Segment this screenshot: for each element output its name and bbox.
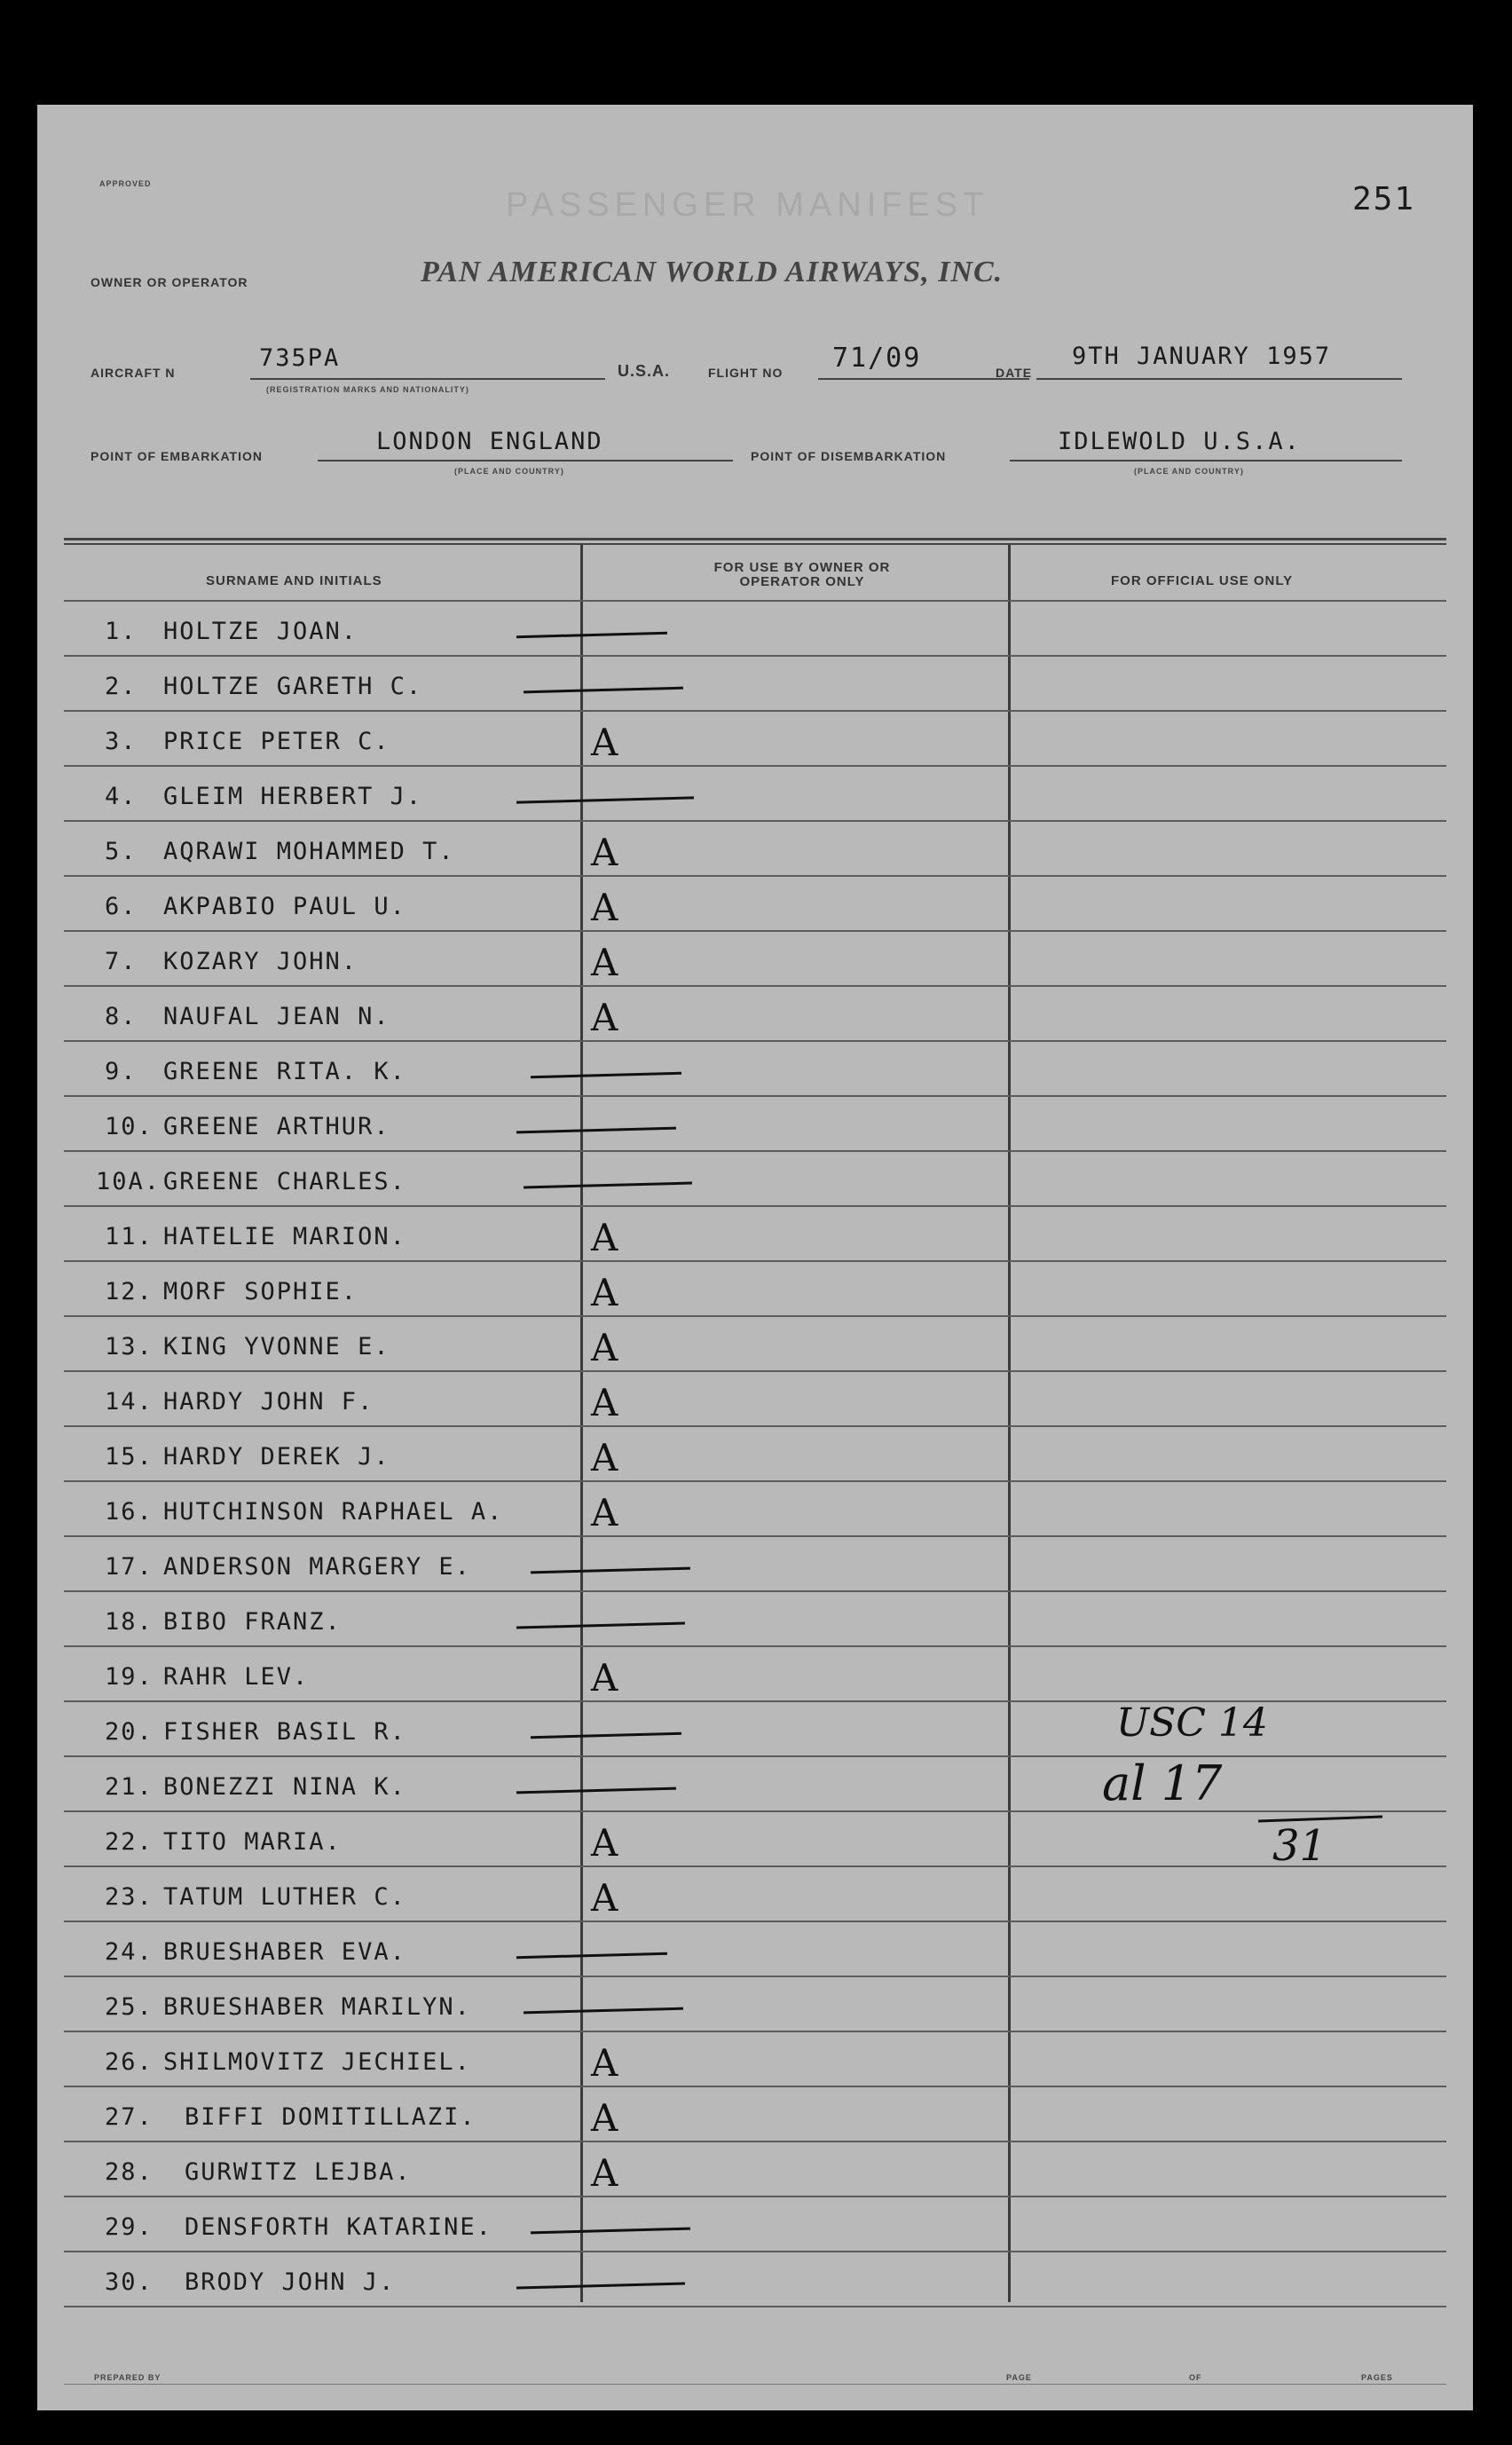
passenger-name: HOLTZE JOAN. bbox=[163, 618, 358, 645]
row-rule bbox=[64, 1040, 1446, 1042]
passenger-number: 1. bbox=[105, 618, 138, 645]
passenger-number: 13. bbox=[105, 1333, 154, 1361]
owner-dash-mark bbox=[516, 2283, 685, 2290]
owner-dash-mark bbox=[516, 1952, 667, 1959]
passenger-name: HUTCHINSON RAPHAEL A. bbox=[163, 1498, 504, 1526]
column-divider-2 bbox=[1008, 545, 1011, 2302]
passenger-name: BRUESHABER MARILYN. bbox=[163, 1993, 471, 2021]
passenger-number: 25. bbox=[105, 1993, 154, 2021]
row-rule bbox=[64, 1535, 1446, 1537]
owner-mark: A bbox=[591, 2151, 618, 2195]
passenger-number: 27. bbox=[105, 2103, 154, 2131]
owner-dash-mark bbox=[531, 1072, 681, 1078]
owner-use-column-header: FOR USE BY OWNER OR OPERATOR ONLY bbox=[713, 560, 891, 589]
passenger-name: HARDY JOHN F. bbox=[163, 1388, 374, 1416]
owner-name: PAN AMERICAN WORLD AIRWAYS, INC. bbox=[421, 256, 1004, 288]
passenger-number: 10A. bbox=[96, 1168, 161, 1195]
passenger-name: AKPABIO PAUL U. bbox=[163, 893, 406, 920]
passenger-number: 20. bbox=[105, 1718, 154, 1746]
row-rule bbox=[64, 1590, 1446, 1592]
aircraft-number: 735PA bbox=[259, 344, 341, 372]
owner-dash-mark bbox=[516, 1622, 685, 1629]
passenger-number: 7. bbox=[105, 948, 138, 975]
row-rule bbox=[64, 1370, 1446, 1372]
aircraft-label: AIRCRAFT N bbox=[91, 366, 176, 380]
row-rule bbox=[64, 1976, 1446, 1977]
passenger-name: RAHR LEV. bbox=[163, 1663, 310, 1691]
row-rule bbox=[64, 820, 1446, 822]
passenger-name: SHILMOVITZ JECHIEL. bbox=[163, 2048, 471, 2076]
passenger-name: PRICE PETER C. bbox=[163, 728, 390, 755]
row-rule bbox=[64, 655, 1446, 657]
owner-mark: A bbox=[591, 1491, 618, 1534]
manifest-sheet bbox=[37, 105, 1473, 2410]
row-rule bbox=[64, 1810, 1446, 1812]
passenger-name: BRUESHABER EVA. bbox=[163, 1938, 406, 1966]
owner-mark: A bbox=[591, 2096, 618, 2140]
approval-stamp: APPROVED bbox=[99, 179, 152, 188]
owner-mark: A bbox=[591, 1271, 618, 1314]
passenger-number: 3. bbox=[105, 728, 138, 755]
passenger-name: KING YVONNE E. bbox=[163, 1333, 390, 1361]
passenger-name: DENSFORTH KATARINE. bbox=[185, 2213, 492, 2241]
passenger-name: TITO MARIA. bbox=[163, 1828, 342, 1856]
passenger-name: AQRAWI MOHAMMED T. bbox=[163, 838, 455, 865]
owner-label: OWNER OR OPERATOR bbox=[91, 275, 248, 289]
passenger-name: GURWITZ LEJBA. bbox=[185, 2158, 412, 2186]
flight-number: 71/09 bbox=[832, 343, 922, 374]
passenger-name: NAUFAL JEAN N. bbox=[163, 1003, 390, 1030]
owner-mark: A bbox=[591, 1876, 618, 1920]
passenger-number: 19. bbox=[105, 1663, 154, 1691]
passenger-name: KOZARY JOHN. bbox=[163, 948, 358, 975]
owner-mark: A bbox=[591, 886, 618, 929]
owner-mark: A bbox=[591, 1326, 618, 1369]
owner-mark: A bbox=[591, 996, 618, 1039]
owner-dash-mark bbox=[531, 2228, 690, 2235]
row-rule bbox=[64, 2141, 1446, 2142]
passenger-number: 23. bbox=[105, 1883, 154, 1911]
passenger-name: BIFFI DOMITILLAZI. bbox=[185, 2103, 476, 2131]
passenger-number: 14. bbox=[105, 1388, 154, 1416]
owner-dash-mark bbox=[531, 1732, 681, 1739]
passenger-name: GREENE ARTHUR. bbox=[163, 1113, 390, 1140]
date-label: DATE bbox=[996, 366, 1033, 380]
official-note-total: 31 bbox=[1272, 1821, 1327, 1871]
passenger-name: FISHER BASIL R. bbox=[163, 1718, 406, 1746]
owner-dash-mark bbox=[516, 632, 667, 638]
row-rule bbox=[64, 2031, 1446, 2032]
owner-mark: A bbox=[591, 2041, 618, 2085]
row-rule bbox=[64, 1205, 1446, 1207]
page-number: 251 bbox=[1352, 181, 1416, 217]
owner-dash-mark bbox=[516, 796, 694, 803]
row-rule bbox=[64, 1645, 1446, 1647]
owner-mark: A bbox=[591, 1436, 618, 1479]
passenger-number: 9. bbox=[105, 1058, 138, 1085]
passenger-name: BRODY JOHN J. bbox=[185, 2268, 396, 2296]
form-title: PASSENGER MANIFEST bbox=[506, 186, 989, 224]
passenger-name: HOLTZE GARETH C. bbox=[163, 673, 423, 700]
surname-column-header: SURNAME AND INITIALS bbox=[206, 573, 382, 588]
owner-mark: A bbox=[591, 831, 618, 874]
footer-prepared-by: PREPARED BY bbox=[94, 2373, 161, 2382]
owner-dash-mark bbox=[531, 1567, 690, 1574]
owner-dash-mark bbox=[524, 2007, 683, 2015]
passenger-name: HATELIE MARION. bbox=[163, 1223, 406, 1250]
passenger-number: 21. bbox=[105, 1773, 154, 1801]
passenger-name: MORF SOPHIE. bbox=[163, 1278, 358, 1305]
disembarkation-caption: (PLACE AND COUNTRY) bbox=[1134, 467, 1244, 476]
passenger-number: 4. bbox=[105, 783, 138, 810]
row-rule bbox=[64, 1921, 1446, 1922]
passenger-number: 22. bbox=[105, 1828, 154, 1856]
passenger-number: 28. bbox=[105, 2158, 154, 2186]
passenger-number: 8. bbox=[105, 1003, 138, 1030]
passenger-number: 30. bbox=[105, 2268, 154, 2296]
passenger-number: 18. bbox=[105, 1608, 154, 1636]
official-note-al: al 17 bbox=[1102, 1755, 1223, 1811]
row-rule bbox=[64, 765, 1446, 767]
official-note-usc: USC 14 bbox=[1116, 1700, 1268, 1746]
passenger-number: 29. bbox=[105, 2213, 154, 2241]
row-rule bbox=[64, 875, 1446, 877]
row-rule bbox=[64, 985, 1446, 987]
footer-page: PAGE bbox=[1006, 2373, 1032, 2382]
owner-mark: A bbox=[591, 1381, 618, 1424]
row-rule bbox=[64, 2086, 1446, 2087]
flight-label: FLIGHT NO bbox=[708, 366, 784, 380]
owner-mark: A bbox=[591, 1656, 618, 1700]
row-rule bbox=[64, 1150, 1446, 1152]
row-rule bbox=[64, 710, 1446, 712]
flight-date: 9TH JANUARY 1957 bbox=[1072, 343, 1332, 370]
row-rule bbox=[64, 2196, 1446, 2197]
owner-dash-mark bbox=[524, 687, 683, 694]
passenger-name: BONEZZI NINA K. bbox=[163, 1773, 406, 1801]
passenger-number: 16. bbox=[105, 1498, 154, 1526]
passenger-number: 15. bbox=[105, 1443, 154, 1471]
passenger-number: 24. bbox=[105, 1938, 154, 1966]
owner-mark: A bbox=[591, 941, 618, 984]
row-rule bbox=[64, 1755, 1446, 1757]
registration-caption: (REGISTRATION MARKS AND NATIONALITY) bbox=[266, 385, 469, 394]
passenger-number: 2. bbox=[105, 673, 138, 700]
passenger-name: GREENE RITA. K. bbox=[163, 1058, 406, 1085]
footer-of: OF bbox=[1189, 2373, 1202, 2382]
embarkation-place: LONDON ENGLAND bbox=[376, 428, 603, 455]
passenger-number: 6. bbox=[105, 893, 138, 920]
passenger-number: 11. bbox=[105, 1223, 154, 1250]
footer-pages: PAGES bbox=[1361, 2373, 1393, 2382]
column-divider-1 bbox=[580, 545, 583, 2302]
passenger-name: ANDERSON MARGERY E. bbox=[163, 1553, 471, 1581]
owner-mark: A bbox=[591, 1821, 618, 1865]
passenger-name: BIBO FRANZ. bbox=[163, 1608, 342, 1636]
row-rule bbox=[64, 2251, 1446, 2252]
passenger-number: 10. bbox=[105, 1113, 154, 1140]
owner-dash-mark bbox=[516, 1787, 676, 1794]
owner-dash-mark bbox=[524, 1182, 692, 1189]
official-use-column-header: FOR OFFICIAL USE ONLY bbox=[1111, 573, 1294, 588]
embarkation-label: POINT OF EMBARKATION bbox=[91, 449, 263, 463]
passenger-name: HARDY DEREK J. bbox=[163, 1443, 390, 1471]
passenger-number: 26. bbox=[105, 2048, 154, 2076]
embarkation-caption: (PLACE AND COUNTRY) bbox=[454, 467, 564, 476]
passenger-name: GLEIM HERBERT J. bbox=[163, 783, 423, 810]
row-rule bbox=[64, 1095, 1446, 1097]
passenger-number: 5. bbox=[105, 838, 138, 865]
owner-mark: A bbox=[591, 721, 618, 764]
row-rule bbox=[64, 1480, 1446, 1482]
row-rule bbox=[64, 2306, 1446, 2307]
row-rule bbox=[64, 1865, 1446, 1867]
disembarkation-label: POINT OF DISEMBARKATION bbox=[751, 449, 947, 463]
passenger-number: 17. bbox=[105, 1553, 154, 1581]
row-rule bbox=[64, 930, 1446, 932]
disembarkation-place: IDLEWOLD U.S.A. bbox=[1058, 428, 1301, 455]
owner-mark: A bbox=[591, 1216, 618, 1259]
passenger-name: TATUM LUTHER C. bbox=[163, 1883, 406, 1911]
row-rule bbox=[64, 1315, 1446, 1317]
passenger-number: 12. bbox=[105, 1278, 154, 1305]
owner-dash-mark bbox=[516, 1127, 676, 1134]
usa-label: U.S.A. bbox=[618, 362, 671, 380]
row-rule bbox=[64, 1260, 1446, 1262]
row-rule bbox=[64, 1425, 1446, 1427]
passenger-name: GREENE CHARLES. bbox=[163, 1168, 406, 1195]
